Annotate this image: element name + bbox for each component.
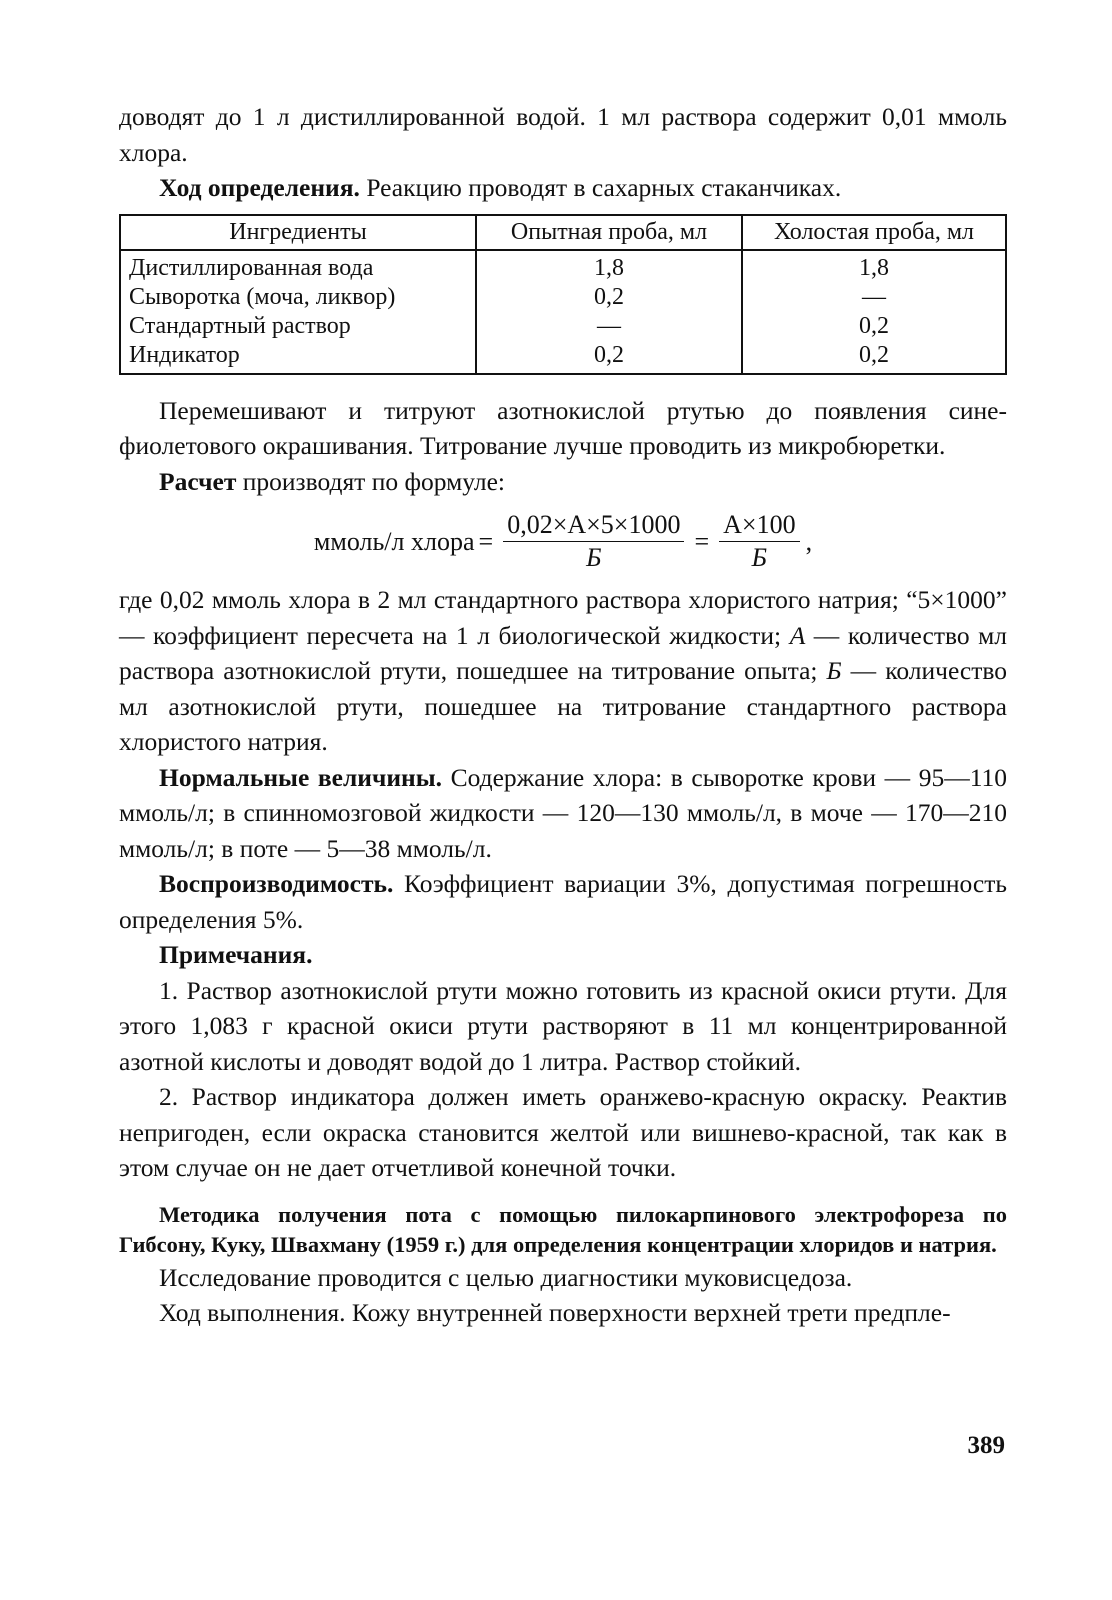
procedure-label: Ход определения. <box>159 173 360 202</box>
cell-ingredient: Индикатор <box>120 341 476 374</box>
procedure-text: Реакцию проводят в сахарных стаканчиках. <box>359 173 842 202</box>
table-row <box>120 341 1006 374</box>
cell-experimental: 0,2 <box>476 341 742 374</box>
cell-ingredient: Дистиллированная вода <box>120 250 476 283</box>
cell-experimental: 0,2 <box>476 283 742 312</box>
header-blank: Холостая проба, мл <box>742 215 1006 250</box>
section-paragraph: Исследование проводится с целью диагностики муковисцедоза. <box>159 1262 853 1292</box>
fraction-1-numerator: 0,02×A×5×1000 <box>503 509 684 542</box>
formula-equals: = <box>694 526 710 556</box>
variable-a: A <box>789 620 806 650</box>
normal-values-paragraph <box>119 760 1007 867</box>
section-paragraph: Ход выполнения. Кожу внутренней поверхности верхней трети предпле- <box>159 1298 951 1327</box>
note-item: 2. Раствор индикатора должен иметь оранжево-красную окраску. Реактив непригоден, если окраска становится желтой или вишнево-красной, так как в этом случае он не дает отчетливой конечной точки. <box>119 1082 1007 1182</box>
page-body <box>119 99 1007 1331</box>
note-item: 1. Раствор азотнокислой ртути можно готовить из красной окиси ртути. Для этого 1,083 г красной окиси ртути растворяют в 11 мл концентрированной азотной кислоты и доводят водой до 1 литра. Раствор стойкий. <box>119 975 1007 1076</box>
normal-values-label: Нормальные величины. <box>159 762 442 792</box>
fraction-2-numerator: A×100 <box>719 509 799 542</box>
formula-fraction-2 <box>719 509 799 574</box>
variable-b: Б <box>826 656 842 685</box>
mixing-paragraph: Перемешивают и титруют азотнокислой ртутью до появления сине-фиолетового окрашивания. Титрование лучше проводить из микробюретки. <box>119 395 1007 460</box>
cell-blank: 1,8 <box>742 250 1006 283</box>
where-text-3: — количество мл азотнокислой ртути, пошедшее на титрование стандартного раствора хлористого натрия. <box>119 656 1007 756</box>
cell-ingredient: Сыворотка (моча, ликвор) <box>120 283 476 312</box>
fraction-1-denominator: Б <box>586 543 602 572</box>
chlorine-formula <box>119 509 1007 574</box>
notes-label: Примечания. <box>159 940 313 969</box>
table-row <box>120 283 1006 312</box>
table-header-row <box>120 215 1006 250</box>
where-text-2: — количество мл раствора азотнокислой ртути, пошедшее на титрование опыта; <box>119 620 1007 685</box>
table-row <box>120 250 1006 283</box>
page-number: 389 <box>967 1432 1005 1459</box>
ingredients-table <box>119 214 1007 375</box>
header-experimental: Опытная проба, мл <box>476 215 742 250</box>
cell-blank: — <box>742 283 1006 312</box>
procedure-paragraph <box>119 170 1007 206</box>
cell-blank: 0,2 <box>742 312 1006 341</box>
formula-lhs: ммоль/л хлора <box>313 526 475 556</box>
section-heading: Методика получения пота с помощью пилокарпинового электрофореза по Гибсону, Куку, Швахману (1959 г.) для определения концентрации хлоридов и натрия. <box>119 1201 1007 1257</box>
notes-heading <box>119 937 1007 973</box>
normal-values-text: Содержание хлора: в сыворотке крови — 95—110 ммоль/л; в спинномозговой жидкости — 120—130 ммоль/л, в моче — 170—210 ммоль/л; в поте — 5—38 ммоль/л. <box>119 762 1008 863</box>
where-paragraph <box>119 582 1007 760</box>
formula-tail: , <box>805 526 813 556</box>
formula-fraction-1 <box>503 509 684 574</box>
header-ingredients: Ингредиенты <box>120 215 476 250</box>
cell-ingredient: Стандартный раствор <box>120 312 476 341</box>
where-text-1: где 0,02 ммоль хлора в 2 мл стандартного раствора хлористого натрия; “5×1000” — коэффициент пересчета на 1 л биологической жидкости; <box>119 585 1007 650</box>
cell-experimental: 1,8 <box>476 250 742 283</box>
calculation-label: Расчет <box>159 466 237 496</box>
fraction-2-denominator: Б <box>751 543 768 572</box>
reproducibility-label: Воспроизводимость. <box>159 869 394 898</box>
reproducibility-text: Коэффициент вариации 3%, допустимая погрешность определения 5%. <box>119 869 1007 934</box>
cell-experimental: — <box>476 312 742 341</box>
formula-equals: = <box>478 526 494 556</box>
cell-blank: 0,2 <box>742 341 1006 374</box>
table-row <box>120 312 1006 341</box>
reproducibility-paragraph <box>119 866 1007 937</box>
intro-paragraph: доводят до 1 л дистиллированной водой. 1 мл раствора содержит 0,01 ммоль хлора. <box>119 102 1007 167</box>
calculation-paragraph <box>119 464 1007 500</box>
calculation-text: производят по формуле: <box>236 466 506 496</box>
